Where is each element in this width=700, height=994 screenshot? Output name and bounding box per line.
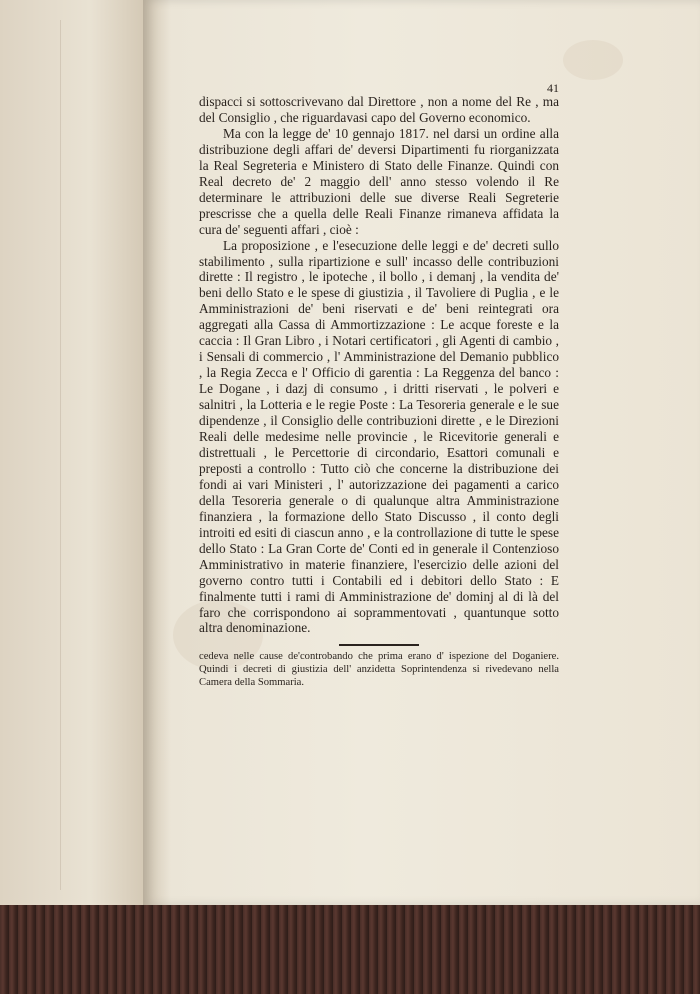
paper-stain — [563, 40, 623, 80]
table-surface — [0, 900, 700, 994]
page-crease — [60, 20, 61, 890]
footnote: cedeva nelle cause de'controbando che prima erano d' ispezione del Doganiere. Quindi i decreti di giustizia dell' anzidetta Soprintendenza si rivedevano nella Camera della Sommaria. — [199, 650, 559, 688]
page-number: 41 — [547, 81, 559, 95]
footnote-rule — [339, 644, 419, 646]
paragraph-legge: Ma con la legge de' 10 gennajo 1817. nel darsi un ordine alla distribuzione degli affari de' deversi Dipartimenti fu riorganizzata la Real Segreteria e Ministero di Stato delle Finanze. Quindi con Real decreto de' 2 maggio dell' anno stesso volendo il Re determinare le attribuzioni delle sue diverse Reali Segreterie prescrisse che a quella delle Reali Finanze rimaneva affidata la cura de' seguenti affari , cioè : — [199, 125, 559, 237]
paragraph-attribuzioni: La proposizione , e l'esecuzione delle leggi e de' decreti sullo stabilimento , sulla ripartizione e sull' incasso delle contribuzioni dirette : Il registro , le ipoteche , il bollo , i demanj , la vendita de' beni dello Stato e le spese di giustizia , il Tavoliere di Puglia , e le Amministrazioni de' beni riservati e de' beni reintegrati ora aggregati alla Cassa di Ammortizzazione : Le acque foreste e la caccia : Il Gran Libro , i Notari certificatori , gli Agenti di cambio , i Sensali di commercio , l' Amministrazione del Demanio pubblico , la Regia Zecca e l' Officio di garentia : La Reggenza del banco : Le Dogane , i dazj di consumo , i dritti riservati , le polveri e salnitri , la Lotteria e le regie Poste : La Tesoreria generale e le sue dipendenze , il Consiglio delle contribuzioni dirette , e le Direzioni Reali delle medesime nelle provincie , le Ricevitorie generali e distrettuali , le Percettorie di circondario, Esattori comunali e preposti a controllo : Tutto ciò che concerne la distribuzione dei fondi ai vari Ministeri , l' autorizzazione dei pagamenti a carico della Tesoreria generale o di qualunque altra Amministrazione finanziera , la formazione dello Stato Discusso , il conto degli introiti ed esiti di ciascun anno , e la controllazione di tutte le spese dello Stato : La Gran Corte de' Conti ed in generale il Contenzioso Amministrativo in materie finanziere, l'esercizio delle azioni del governo contro tutti i Contabili ed i debitori dello Stato : E finalmente tutti i rami di Amministrazione de' dominj al di là del faro che corrispondono ai soprammentovati , quantunque sotto altra denominazione. — [199, 237, 559, 636]
left-page — [0, 0, 150, 905]
page-text — [199, 82, 559, 689]
paragraph-continuation: dispacci si sottoscrivevano dal Direttore , non a nome del Re , ma del Consiglio , che riguardavasi capo del Governo economico. — [199, 94, 559, 125]
